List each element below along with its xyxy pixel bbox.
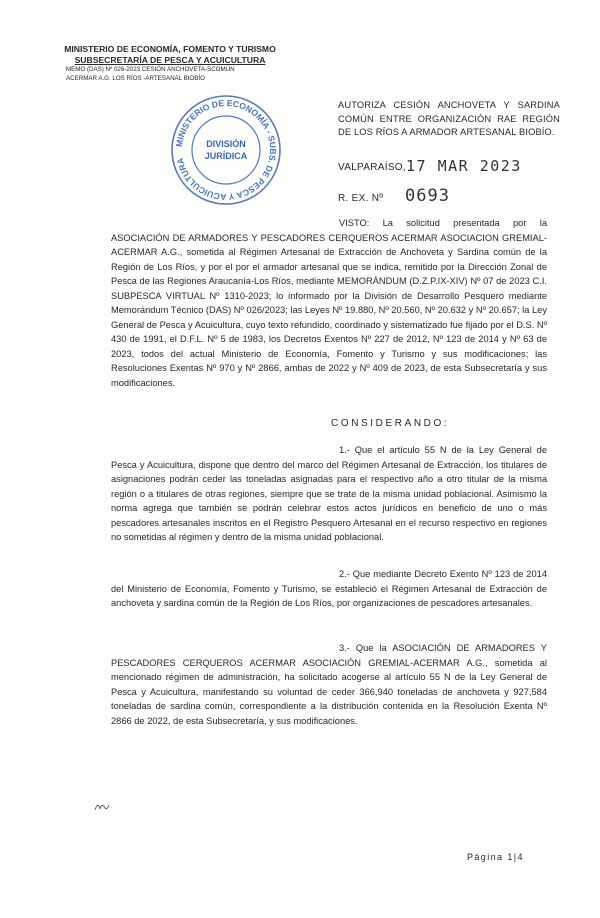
svg-text:MINISTERIO DE ECONOMÍA - SUBS. <box>174 98 278 202</box>
stamp-line1: DIVISIÓN <box>206 139 246 149</box>
document-subject: AUTORIZA CESIÓN ANCHOVETA Y SARDINA COMÚN ENTRE ORGANIZACIÓN RAE REGIÓN DE LOS RÍOS A ARMADOR ARTESANAL BIOBÍO. <box>338 100 560 137</box>
stamp-ring-text: MINISTERIO DE ECONOMÍA - SUBS. DE PESCA Y ACUICULTURA <box>174 97 279 203</box>
letterhead <box>60 44 280 83</box>
considerando-heading: CONSIDERANDO: <box>331 418 450 429</box>
considerando-2: 2.- Que mediante Decreto Exento Nº 123 de 2014 del Ministerio de Economía, Fomento y Turismo, se estableció el Régimen Artesanal de Extracción de anchoveta y sardina común de la Región de Los Ríos, por organizaciones de pescadores artesanales. <box>111 569 547 608</box>
city-label: VALPARAÍSO, <box>338 162 406 173</box>
memo-reference-2: ACERMAR A.G. LOS RÍOS -ARTESANAL BIOBÍO <box>66 75 205 82</box>
division-juridica-stamp <box>168 92 284 208</box>
visto-paragraph: VISTO: La solicitud presentada por la ASOCIACIÓN DE ARMADORES Y PESCADORES CERQUEROS ACERMAR ASOCIACION GREMIAL-ACERMAR A.G., sometida al Régimen Artesanal de Extracción de Anchoveta y Sardina común de la Región de Los Ríos, y por el por el armador artesanal que se indica, remitido por la Dirección Zonal de Pesca de las Regiones Araucanía-Los Ríos, mediante MEMORÁNDUM (D.Z.P.IX-XIV) Nº 07 de 2023 C.I. SUBPESCA VIRTUAL Nº 1310-2023; lo informado por la División de Desarrollo Pesquero mediante Memorándum Técnico (DAS) Nº 026/2023; las Leyes Nº 19.880, Nº 20.560, Nº 20.632 y Nº 20.657; la Ley General de Pesca y Acuicultura, cuyo texto refundido, coordinado y sistematizado fue fijado por el D.S. Nº 430 de 1991, el D.F.L. Nº 5 de 1983, los Decretos Exentos Nº 227 de 2012, Nº 123 de 2014 y Nº 63 de 2023, todos del actual Ministerio de Economía, Fomento y Turismo y sus modificaciones; las Resoluciones Exentas Nº 970 y Nº 2866, ambas de 2022 y Nº 409 de 2023, de esta Subsecretaría y sus modificaciones. <box>111 218 547 388</box>
considerando-1: 1.- Que el artículo 55 N de la Ley General de Pesca y Acuicultura, dispone que dentro del marco del Régimen Artesanal de Extracción, los titulares de asignaciones podrán ceder las toneladas asignadas para el respectivo año a otro titular de la misma región o a titulares de otras regiones, siempre que se trate de la misma unidad poblacional. Asimismo la norma agrega que también se podrán celebrar estos actos jurídicos en beneficio de uno o más pescadores artesanales inscritos en el Registro Pesquero Artesanal en el recurso respectivo en regiones no sometidas al régimen y dentro de la misma unidad poblacional. <box>111 445 547 542</box>
stamp-line2: JURÍDICA <box>204 151 248 161</box>
resolution-label: R. EX. Nº <box>338 193 384 204</box>
resolution-number: 0693 <box>405 186 450 206</box>
subsecretaria-name: SUBSECRETARÍA DE PESCA Y ACUICULTURA <box>74 54 266 65</box>
memo-reference: MEMO (DAS) Nº 026-2023 CESIÓN ANCHOVETA-SCOMÚN <box>66 66 235 73</box>
handwritten-initial-mark <box>94 802 110 812</box>
stamped-date: 17 MAR 2023 <box>406 157 522 175</box>
ministry-name: MINISTERIO DE ECONOMÍA, FOMENTO Y TURISMO <box>64 44 276 54</box>
page-number: Página 1|4 <box>467 852 524 862</box>
considerando-3: 3.- Que la ASOCIACIÓN DE ARMADORES Y PESCADORES CERQUEROS ACERMAR ASOCIACIÓN GREMIAL-ACERMAR A.G., sometida al mencionado régimen de administración, ha solicitado acogerse al artículo 55 N de la Ley General de Pesca y Acuicultura, manifestando su voluntad de ceder 366,940 toneladas de anchoveta y 927,584 toneladas de sardina común, correspondiente a la distribución contenida en la Resolución Exenta Nº 2866 de 2022, de esta Subsecretaría, y sus modificaciones. <box>111 643 547 726</box>
